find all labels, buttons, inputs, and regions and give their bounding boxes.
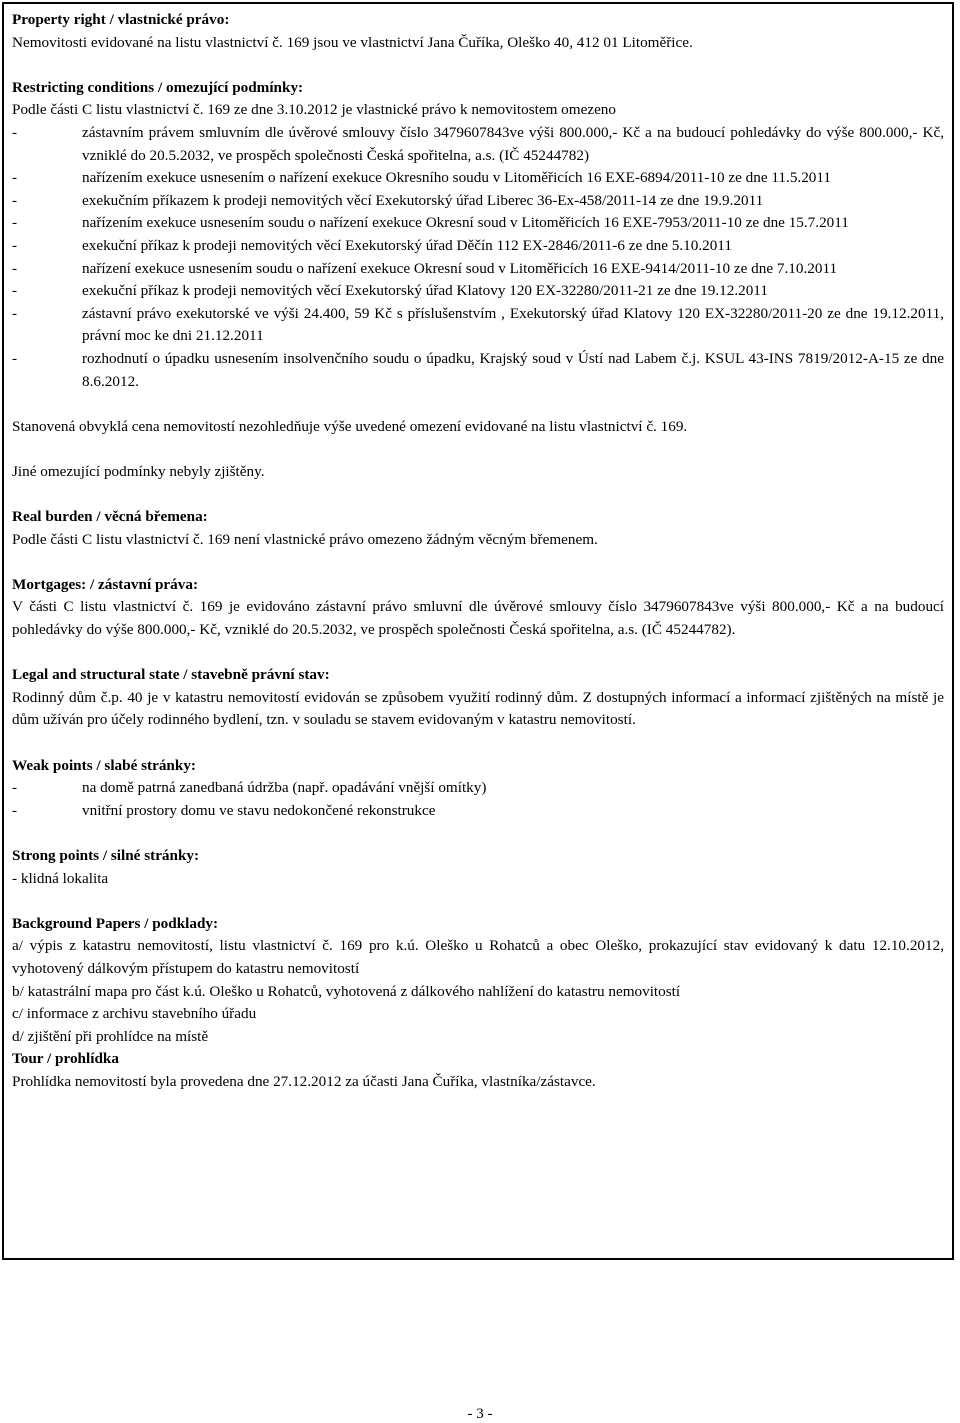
tour-section [12, 1048, 944, 1093]
strong-points-heading: Strong points / silné stránky: [12, 846, 200, 864]
strong-points-section [12, 845, 944, 890]
restricting-note-price: Stanovená obvyklá cena nemovitostí nezohledňuje výše uvedené omezení evidované na listu vlastnictví č. 169. [12, 417, 688, 435]
weak-points-list [12, 777, 944, 822]
background-item-d: d/ zjištění při prohlídce na místě [12, 1027, 209, 1045]
list-item: - na domě patrná zanedbaná údržba (např. opadávání vnější omítky) [12, 777, 944, 800]
tour-text: Prohlídka nemovitostí byla provedena dne 27.12.2012 za účasti Jana Čuříka, vlastníka/zástavce. [12, 1072, 596, 1090]
list-item: - exekuční příkaz k prodeji nemovitých věcí Exekutorský úřad Klatovy 120 EX-32280/2011-21 ze dne 19.12.2011 [12, 280, 944, 303]
tour-heading: Tour / prohlídka [12, 1050, 119, 1068]
legal-state-heading: Legal and structural state / stavebně právní stav: [12, 666, 330, 684]
restricting-list [12, 122, 944, 393]
weak-points-heading: Weak points / slabé stránky: [12, 756, 196, 774]
restricting-note-other: Jiné omezující podmínky nebyly zjištěny. [12, 462, 265, 480]
list-item: - exekučním příkazem k prodeji nemovitých věcí Exekutorský úřad Liberec 36-Ex-458/2011-14 ze dne 19.9.2011 [12, 190, 944, 213]
background-item-c: c/ informace z archivu stavebního úřadu [12, 1005, 257, 1023]
list-item: - rozhodnutí o úpadku usnesením insolvenčního soudu o úpadku, Krajský soud v Ústí nad Labem č.j. KSUL 43-INS 7819/2012-A-15 ze dne 8.6.2012. [12, 348, 944, 393]
list-item: - vnitřní prostory domu ve stavu nedokončené rekonstrukce [12, 800, 944, 823]
document-content [4, 4, 952, 1094]
list-item: - exekuční příkaz k prodeji nemovitých věcí Exekutorský úřad Děčín 112 EX-2846/2011-6 ze dne 5.10.2011 [12, 235, 944, 258]
mortgages-section [12, 574, 944, 642]
strong-points-item: - klidná lokalita [12, 869, 109, 887]
real-burden-text: Podle části C listu vlastnictví č. 169 není vlastnické právo omezeno žádným věcným břemenem. [12, 530, 598, 548]
background-item-a: a/ výpis z katastru nemovitostí, listu vlastnictví č. 169 pro k.ú. Oleško u Rohatců a obec Oleško, prokazující stav evidovaný k datu 12.10.2012, vyhotovený dálkovým přístupem do katastru nemovitostí [12, 937, 944, 977]
background-item-b: b/ katastrální mapa pro část k.ú. Oleško u Rohatců, vyhotovená z dálkového nahlížení do katastru nemovitostí [12, 982, 681, 1000]
mortgages-text: V části C listu vlastnictví č. 169 je evidováno zástavní právo smluvní dle úvěrové smlouvy číslo 3479607843ve výši 800.000,- Kč a na budoucí pohledávky do výše 800.000,- Kč, vzniklé do 20.5.2032, ve prospěch společnosti Česká spořitelna, a.s. (IČ 45244782). [12, 598, 944, 639]
legal-state-section [12, 664, 944, 732]
real-burden-section [12, 506, 944, 551]
weak-points-section [12, 755, 944, 823]
legal-state-text: Rodinný dům č.p. 40 je v katastru nemovitostí evidován se způsobem využití rodinný dům. Z dostupných informací a informací zjištěných na místě je dům užíván pro účely rodinného bydlení, tzn. v souladu se stavem evidovaným v katastru nemovitostí. [12, 688, 944, 729]
list-item: - zástavní právo exekutorské ve výši 24.400, 59 Kč s příslušenstvím , Exekutorský úřad Klatovy 120 EX-32280/2011-20 ze dne 19.12.2011, právní moc ke dni 21.12.2011 [12, 303, 944, 348]
list-item: - nařízení exekuce usnesením soudu o nařízení exekuce Okresní soud v Litoměřicích 16 EXE-9414/2011-10 ze dne 7.10.2011 [12, 258, 944, 281]
document-frame [2, 2, 954, 1260]
list-item: - nařízením exekuce usnesením soudu o nařízení exekuce Okresní soud v Litoměřicích 16 EXE-7953/2011-10 ze dne 15.7.2011 [12, 212, 944, 235]
restricting-intro: Podle části C listu vlastnictví č. 169 ze dne 3.10.2012 je vlastnické právo k nemovitostem omezeno [12, 101, 616, 119]
mortgages-heading: Mortgages: / zástavní práva: [12, 575, 199, 593]
list-item: - nařízením exekuce usnesením o nařízení exekuce Okresního soudu v Litoměřicích 16 EXE-6894/2011-10 ze dne 11.5.2011 [12, 167, 944, 190]
background-section [12, 913, 944, 1049]
restricting-heading: Restricting conditions / omezující podmínky: [12, 78, 304, 96]
real-burden-heading: Real burden / věcná břemena: [12, 508, 208, 526]
property-right-section [12, 9, 944, 54]
page-number: - 3 - [467, 1406, 493, 1422]
list-item: - zástavním právem smluvním dle úvěrové smlouvy číslo 3479607843ve výši 800.000,- Kč a na budoucí pohledávky do výše 800.000,- Kč, vzniklé do 20.5.2032, ve prospěch společnosti Česká spořitelna, a.s. (IČ 45244782) [12, 122, 944, 167]
property-right-text: Nemovitosti evidované na listu vlastnictví č. 169 jsou ve vlastnictví Jana Čuříka, Oleško 40, 412 01 Litoměřice. [12, 33, 693, 51]
property-right-heading: Property right / vlastnické právo: [12, 11, 230, 28]
restricting-section [12, 77, 944, 484]
background-heading: Background Papers / podklady: [12, 914, 219, 932]
